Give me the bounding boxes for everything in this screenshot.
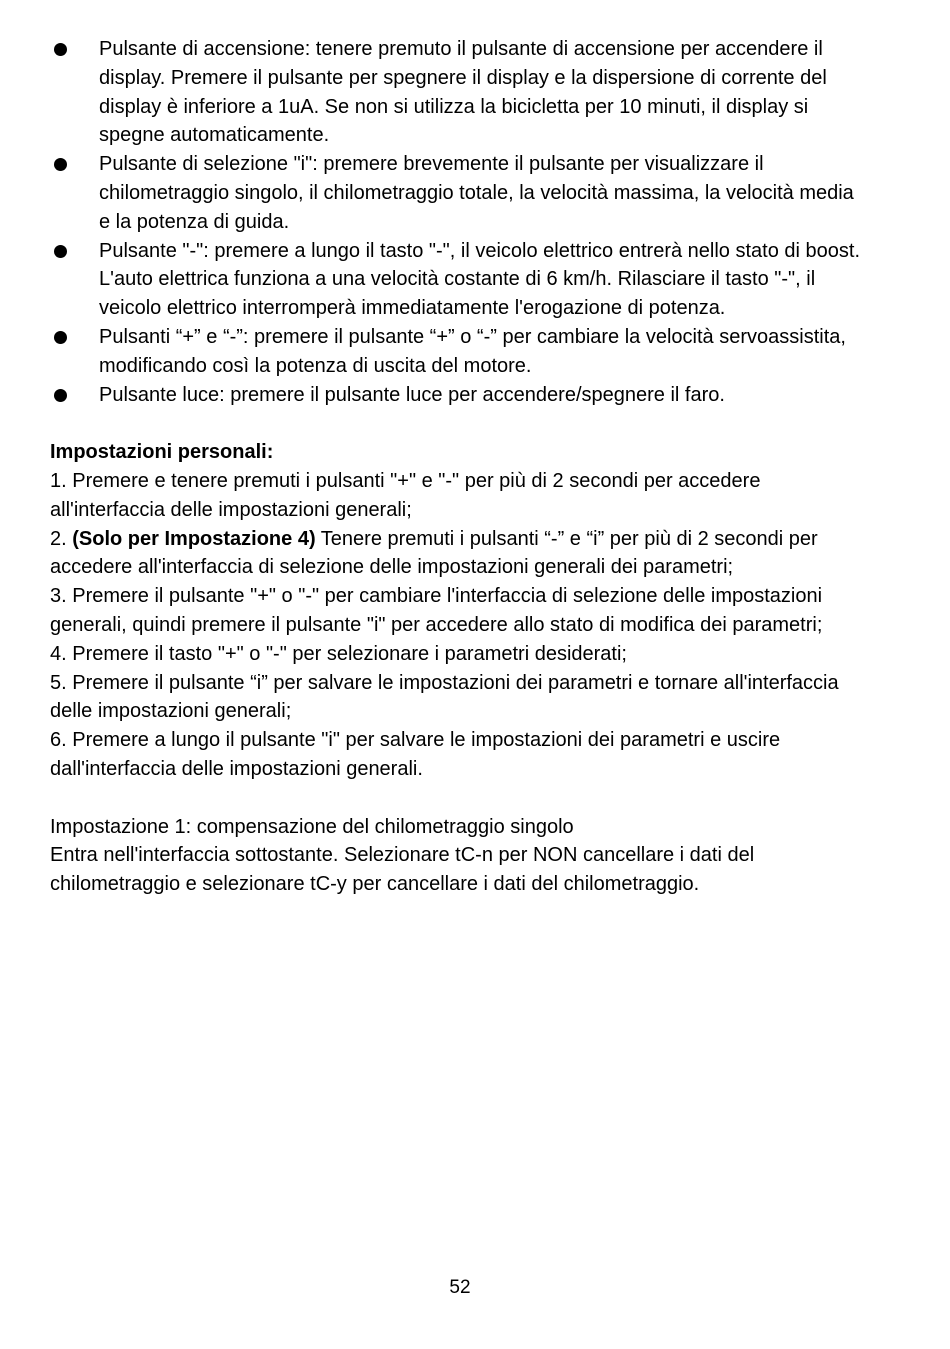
setting-1-heading: Impostazione 1: compensazione del chilometraggio singolo [50,815,574,838]
setting-1-body: Entra nell'interfaccia sottostante. Selezionare tC-n per NON cancellare i dati del chilometraggio e selezionare tC-y per cancellare i dati del chilometraggio. [50,844,755,896]
list-item-text: Pulsante "-": premere a lungo il tasto "-", il veicolo elettrico entrerà nello stato di boost. L'auto elettrica funziona a una velocità costante di 6 km/h. Rilasciare il tasto "-", il veicolo elettrico interromperà immediatamente l'erogazione di potenza. [99,239,860,320]
section-heading-personal-settings: Impostazioni personali: [50,441,274,464]
step-5: 5. Premere il pulsante “i” per salvare le impostazioni dei parametri e tornare all'interfaccia delle impostazioni generali; [50,671,839,723]
bullet-dot-icon [54,245,67,258]
list-item [50,237,870,323]
document-page [50,35,870,899]
step-2-note: (Solo per Impostazione 4) [72,527,316,550]
list-item [50,323,870,381]
step-1: 1. Premere e tenere premuti i pulsanti "+" e "-" per più di 2 secondi per accedere all'interfaccia delle impostazioni generali; [50,469,761,521]
step-2-text: Tenere premuti i pulsanti “-” e “i” per più di 2 secondi per accedere all'interfaccia di selezione delle impostazioni generali dei parametri; [50,527,818,579]
setting-1-section [50,813,870,899]
step-3: 3. Premere il pulsante "+" o "-" per cambiare l'interfaccia di selezione delle impostazioni generali, quindi premere il pulsante "i" per accedere allo stato di modifica dei parametri; [50,585,823,636]
button-description-list [50,35,870,409]
list-item-text: Pulsante luce: premere il pulsante luce per accendere/spegnere il faro. [99,383,725,406]
step-4: 4. Premere il tasto "+" o "-" per selezionare i parametri desiderati; [50,642,627,665]
personal-settings-steps [50,467,870,784]
bullet-dot-icon [54,331,67,344]
bullet-dot-icon [54,43,67,56]
page-number: 52 [449,1277,471,1298]
bullet-dot-icon [54,158,67,171]
list-item [50,381,870,410]
list-item-text: Pulsanti “+” e “-”: premere il pulsante “+” o “-” per cambiare la velocità servoassistita, modificando così la potenza di uscita del motore. [99,325,846,377]
step-6: 6. Premere a lungo il pulsante "i" per salvare le impostazioni dei parametri e uscire dall'interfaccia delle impostazioni generali. [50,729,781,780]
step-2-number: 2. [50,527,73,550]
list-item [50,35,870,150]
list-item-text: Pulsante di selezione "i": premere brevemente il pulsante per visualizzare il chilometraggio singolo, il chilometraggio totale, la velocità massima, la velocità media e la potenza di guida. [99,153,854,233]
step-2 [50,525,870,583]
list-item-text: Pulsante di accensione: tenere premuto il pulsante di accensione per accendere il display. Premere il pulsante per spegnere il display e la dispersione di corrente del display è inferiore a 1uA. Se non si utilizza la bicicletta per 10 minuti, il display si spegne automaticamente. [99,38,827,147]
bullet-dot-icon [54,389,67,402]
list-item [50,150,870,236]
